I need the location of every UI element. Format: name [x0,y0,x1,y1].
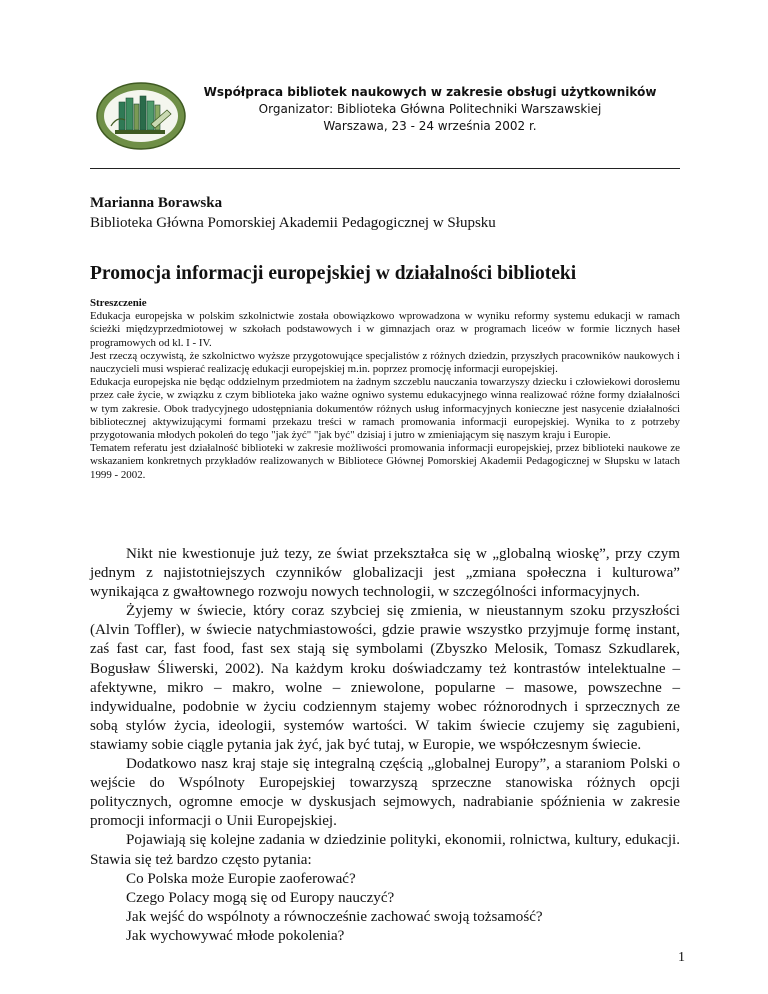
abstract-paragraph: Edukacja europejska nie będąc oddzielnym przedmiotem na żadnym szczeblu nauczania towarzyszy dziecku i człowiekowi dorosłemu przez całe życie, w związku z czym biblioteka jako ważne ogniwo systemu edukacyjnego winna realizować różne formy działalności w tym zakresie. Obok tradycyjnego udostępniania dokumentów różnych usług informacyjnych konieczne jest nasycenie działalności bibliotecznej aktywizującymi formami przekazu treści w ramach promowania informacji europejskiej. Wynika to z potrzeby przygotowania młodych pokoleń do tego "jak żyć" "jak być" dzisiaj i jutro w zmieniającym się naszym kraju i Europie. [90,376,680,442]
conference-organizer: Organizator: Biblioteka Główna Politechniki Warszawskiej [258,102,602,116]
header-text [190,84,670,135]
paper-title: Promocja informacji europejskiej w działalności biblioteki [90,263,577,284]
body-paragraph: Pojawiają się kolejne zadania w dziedzinie polityki, ekonomii, rolnictwa, kultury, edukacji. Stawia się też bardzo często pytania: [90,832,680,868]
conference-header [90,80,680,170]
library-books-logo-icon [95,80,187,152]
conference-title: Współpraca bibliotek naukowych w zakresie obsługi użytkowników [203,85,657,99]
body-paragraph: Nikt nie kwestionuje już tezy, ze świat przekształca się w „globalną wioskę”, przy czym jednym z najistotniejszych czynników globalizacji jest „zmiana społeczna i kulturowa” wynikająca z gwałtownego rozwoju nowych technologii, w szczególności informacyjnych. [90,546,680,601]
question-line: Czego Polacy mogą się od Europy nauczyć? [126,889,395,906]
body-paragraph: Dodatkowo nasz kraj staje się integralną częścią „globalnej Europy”, a staraniom Polski o wejście do Wspólnoty Europejskiej towarzyszą sprzeczne stanowiska różnych opcji politycznych, ogromne emocje w dyskusjach sejmowych, nadrabianie spóźnienia w zakresie promocji informacji o Unii Europejskiej. [90,756,680,830]
author-name: Marianna Borawska [90,195,223,211]
body-paragraph: Żyjemy w świecie, który coraz szybciej się zmienia, w nieustannym szoku przyszłości (Alvin Toffler), w świecie natychmiastowości, gdzie prawie wszystko przyjmuje formę instant, zaś fast car, fast food, fast sex stają się symbolami (Zbyszko Melosik, Tomasz Szkudlarek, Bogusław Śliwerski, 2002). Na każdym kroku doświadczamy też kontrastów intelektualne – afektywne, mikro – makro, wolne – zniewolone, popularne – masowe, powszechne – indywidualne, podobnie w życiu codziennym stajemy wobec różnorodnych i sprzecznych ze sobą stylów życia, ideologii, systemów wartości. W takim świecie czujemy się zagubieni, stawiamy sobie ciągle pytania jak żyć, jak być tutaj, w Europie, we współczesnym świecie. [90,603,680,753]
question-line: Jak wychowywać młode pokolenia? [126,927,345,944]
author-affiliation: Biblioteka Główna Pomorskiej Akademii Pedagogicznej w Słupsku [90,215,496,231]
abstract-paragraph: Edukacja europejska w polskim szkolnictwie została obowiązkowo wprowadzona w wyniku reformy systemu edukacji w ramach ścieżki międzyprzedmiotowej w szkołach podstawowych i w gimnazjach oraz w programach liceów w formie licznych haseł programowych od kl. I - IV. [90,310,680,349]
conference-place-date: Warszawa, 23 - 24 września 2002 r. [323,119,537,133]
abstract-heading: Streszczenie [90,297,147,309]
question-line: Co Polska może Europie zaoferować? [126,870,356,887]
body-text [90,545,680,946]
question-line: Jak wejść do wspólnoty a równocześnie zachować swoją tożsamość? [126,908,543,925]
header-divider [90,168,680,169]
abstract [90,297,680,482]
author-block [90,193,690,233]
abstract-paragraph: Jest rzeczą oczywistą, że szkolnictwo wyższe przygotowujące specjalistów z różnych dziedzin, przyszłych pracowników naukowych i nauczycieli musi wspierać realizację edukacji europejskiej m.in. poprzez promocję informacji europejskiej. [90,349,680,376]
page-number: 1 [678,950,685,965]
abstract-paragraph: Tematem referatu jest działalność biblioteki w zakresie możliwości promowania informacji europejskiej, przez biblioteki naukowe ze wskazaniem konkretnych przykładów realizowanych w Bibliotece Głównej Pomorskiej Akademii Pedagogicznej w Słupsku w latach 1999 - 2002. [90,442,680,481]
